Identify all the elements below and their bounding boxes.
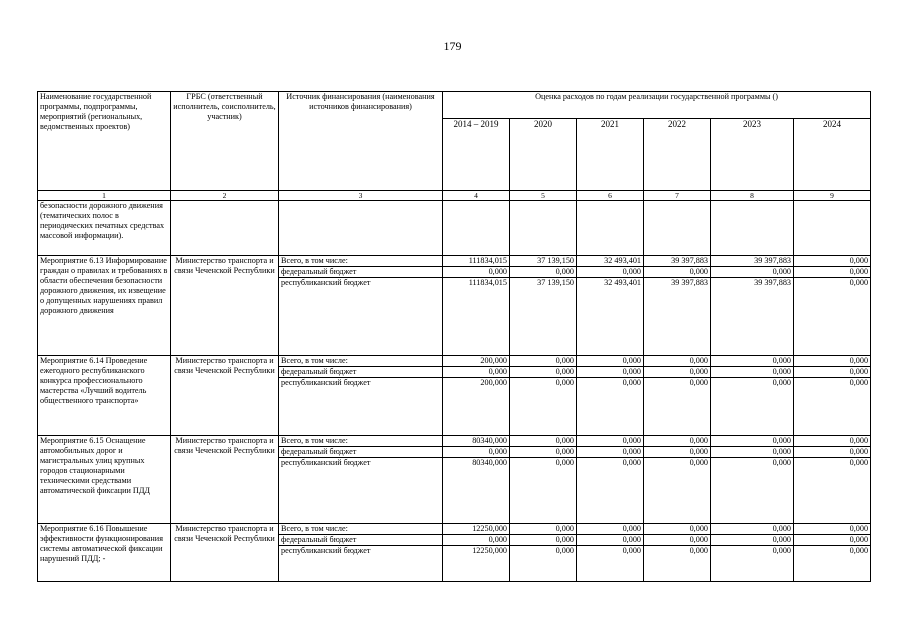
measure-name: Мероприятие 6.16 Повышение эффективности функционирования системы автоматической фиксации нарушений ПДД; - [38, 524, 171, 582]
value-cell [443, 436, 510, 524]
value: 80340,000 [443, 457, 509, 468]
table-row [38, 356, 871, 436]
value: 0,000 [510, 534, 576, 545]
value: 37 139,150 [510, 277, 576, 288]
source-cell [279, 356, 443, 436]
value-cell [711, 524, 794, 582]
value: 0,000 [577, 457, 643, 468]
source-label: федеральный бюджет [279, 366, 442, 377]
value: 0,000 [510, 266, 576, 277]
source-cell [279, 436, 443, 524]
source-label: республиканский бюджет [279, 457, 442, 468]
value: 12250,000 [472, 524, 507, 533]
value-cell [644, 436, 711, 524]
value: 39 397,883 [644, 277, 710, 288]
value: 111834,015 [468, 256, 507, 265]
value-cell [510, 436, 577, 524]
value: 0,000 [555, 436, 574, 445]
empty-cell [711, 201, 794, 256]
empty-cell [794, 201, 871, 256]
value: 0,000 [644, 457, 710, 468]
value: 0,000 [794, 534, 870, 545]
source-label: республиканский бюджет [279, 377, 442, 388]
source-label: Всего, в том числе: [281, 356, 348, 365]
value-cell [443, 256, 510, 356]
value: 0,000 [443, 266, 509, 277]
value: 0,000 [689, 436, 708, 445]
source-cell [279, 256, 443, 356]
value: 0,000 [644, 534, 710, 545]
value-cell [577, 524, 644, 582]
table-row [38, 436, 871, 524]
header-year: 2022 [644, 119, 711, 191]
value: 0,000 [849, 436, 869, 445]
value: 0,000 [510, 545, 576, 556]
value: 0,000 [443, 366, 509, 377]
value: 0,000 [794, 266, 870, 277]
value-cell [577, 356, 644, 436]
source-label: Всего, в том числе: [281, 256, 348, 265]
value-cell [644, 356, 711, 436]
value: 0,000 [577, 534, 643, 545]
value: 0,000 [577, 266, 643, 277]
value: 0,000 [577, 366, 643, 377]
value-cell [443, 356, 510, 436]
value-cell [794, 436, 871, 524]
measure-name: Мероприятие 6.15 Оснащение автомобильных дорог и магистральных улиц крупных городов стационарными техническими средствами автоматической фиксации ПДД [38, 436, 171, 524]
value: 0,000 [510, 446, 576, 457]
value: 0,000 [644, 446, 710, 457]
continuation-row [38, 201, 871, 256]
source-label: республиканский бюджет [279, 277, 442, 288]
value: 111834,015 [443, 277, 509, 288]
source-label: Всего, в том числе: [281, 524, 348, 533]
value: 0,000 [711, 457, 793, 468]
header-year: 2021 [577, 119, 644, 191]
value: 0,000 [772, 524, 791, 533]
value: 0,000 [644, 266, 710, 277]
column-number: 9 [794, 191, 871, 201]
source-label: федеральный бюджет [279, 534, 442, 545]
value: 0,000 [849, 356, 869, 365]
column-number: 1 [38, 191, 171, 201]
value-cell [794, 524, 871, 582]
table-row [38, 524, 871, 582]
value-cell [577, 436, 644, 524]
value: 0,000 [772, 356, 791, 365]
value: 0,000 [577, 446, 643, 457]
value: 32 493,401 [604, 256, 641, 265]
value: 0,000 [622, 356, 641, 365]
value-cell [510, 524, 577, 582]
value: 0,000 [711, 366, 793, 377]
value-cell [644, 256, 711, 356]
value: 0,000 [644, 366, 710, 377]
value: 0,000 [794, 277, 870, 288]
value: 0,000 [689, 356, 708, 365]
value-cell [510, 256, 577, 356]
value: 0,000 [794, 457, 870, 468]
page-number: 179 [443, 39, 462, 53]
header-year: 2020 [510, 119, 577, 191]
value: 0,000 [622, 524, 641, 533]
measure-rows [38, 256, 871, 582]
value: 200,000 [443, 377, 509, 388]
table-row [38, 256, 871, 356]
value: 32 493,401 [577, 277, 643, 288]
value: 39 397,883 [671, 256, 708, 265]
empty-cell [644, 201, 711, 256]
value: 0,000 [510, 457, 576, 468]
empty-cell [577, 201, 644, 256]
value-cell [644, 524, 711, 582]
source-label: федеральный бюджет [279, 266, 442, 277]
column-number: 5 [510, 191, 577, 201]
column-number: 2 [171, 191, 279, 201]
value: 200,000 [480, 356, 507, 365]
value: 0,000 [443, 534, 509, 545]
value: 0,000 [622, 436, 641, 445]
value: 0,000 [555, 356, 574, 365]
value: 0,000 [510, 366, 576, 377]
continuation-text: безопасности дорожного движения (тематических полос в периодических печатных средствах массовой информации). [38, 201, 171, 256]
value: 0,000 [644, 377, 710, 388]
value: 0,000 [711, 266, 793, 277]
header-year: 2024 [794, 119, 871, 191]
empty-cell [171, 201, 279, 256]
value: 0,000 [794, 366, 870, 377]
value: 0,000 [577, 377, 643, 388]
value: 0,000 [711, 534, 793, 545]
value: 0,000 [644, 545, 710, 556]
empty-cell [443, 201, 510, 256]
value: 0,000 [772, 436, 791, 445]
value: 0,000 [849, 524, 869, 533]
grbs-cell: Министерство транспорта и связи Чеченской Республики [171, 256, 279, 356]
value-cell [711, 256, 794, 356]
value: 0,000 [711, 377, 793, 388]
value: 0,000 [711, 545, 793, 556]
value: 0,000 [555, 524, 574, 533]
value: 0,000 [689, 524, 708, 533]
header-year: 2023 [711, 119, 794, 191]
value: 0,000 [849, 256, 869, 265]
value: 37 139,150 [537, 256, 574, 265]
value: 0,000 [794, 377, 870, 388]
value: 12250,000 [443, 545, 509, 556]
measure-name: Мероприятие 6.13 Информирование граждан о правилах и требованиях в области обеспечения безопасности дорожного движения, их извещение о допущенных нарушениях правил дорожного движения [38, 256, 171, 356]
column-number: 3 [279, 191, 443, 201]
value-cell [577, 256, 644, 356]
header-source: Источник финансирования (наименования источников финансирования) [279, 92, 443, 191]
value: 0,000 [794, 545, 870, 556]
value: 39 397,883 [754, 256, 791, 265]
value-cell [711, 436, 794, 524]
value: 80340,000 [472, 436, 507, 445]
source-label: республиканский бюджет [279, 545, 442, 556]
value-cell [510, 356, 577, 436]
source-label: федеральный бюджет [279, 446, 442, 457]
header-grbs: ГРБС (ответственный исполнитель, соисполнитель, участник) [171, 92, 279, 191]
column-number: 7 [644, 191, 711, 201]
value: 0,000 [794, 446, 870, 457]
value-cell [711, 356, 794, 436]
value: 0,000 [577, 545, 643, 556]
empty-cell [279, 201, 443, 256]
header-year: 2014 – 2019 [443, 119, 510, 191]
header-name: Наименование государственной программы, подпрограммы, мероприятий (региональных, ведомственных проектов) [38, 92, 171, 191]
header-estimate: Оценка расходов по годам реализации государственной программы () [443, 92, 871, 119]
source-cell [279, 524, 443, 582]
value: 0,000 [510, 377, 576, 388]
grbs-cell: Министерство транспорта и связи Чеченской Республики [171, 436, 279, 524]
column-number: 8 [711, 191, 794, 201]
value-cell [794, 256, 871, 356]
column-number: 4 [443, 191, 510, 201]
value: 0,000 [443, 446, 509, 457]
column-number-row [38, 191, 871, 201]
source-label: Всего, в том числе: [281, 436, 348, 445]
value-cell [443, 524, 510, 582]
empty-cell [510, 201, 577, 256]
grbs-cell: Министерство транспорта и связи Чеченской Республики [171, 524, 279, 582]
value: 0,000 [711, 446, 793, 457]
grbs-cell: Министерство транспорта и связи Чеченской Республики [171, 356, 279, 436]
measure-name: Мероприятие 6.14 Проведение ежегодного республиканского конкурса профессионального мастерства «Лучший водитель общественного транспорта» [38, 356, 171, 436]
value: 39 397,883 [711, 277, 793, 288]
column-number: 6 [577, 191, 644, 201]
value-cell [794, 356, 871, 436]
budget-table [37, 91, 871, 582]
